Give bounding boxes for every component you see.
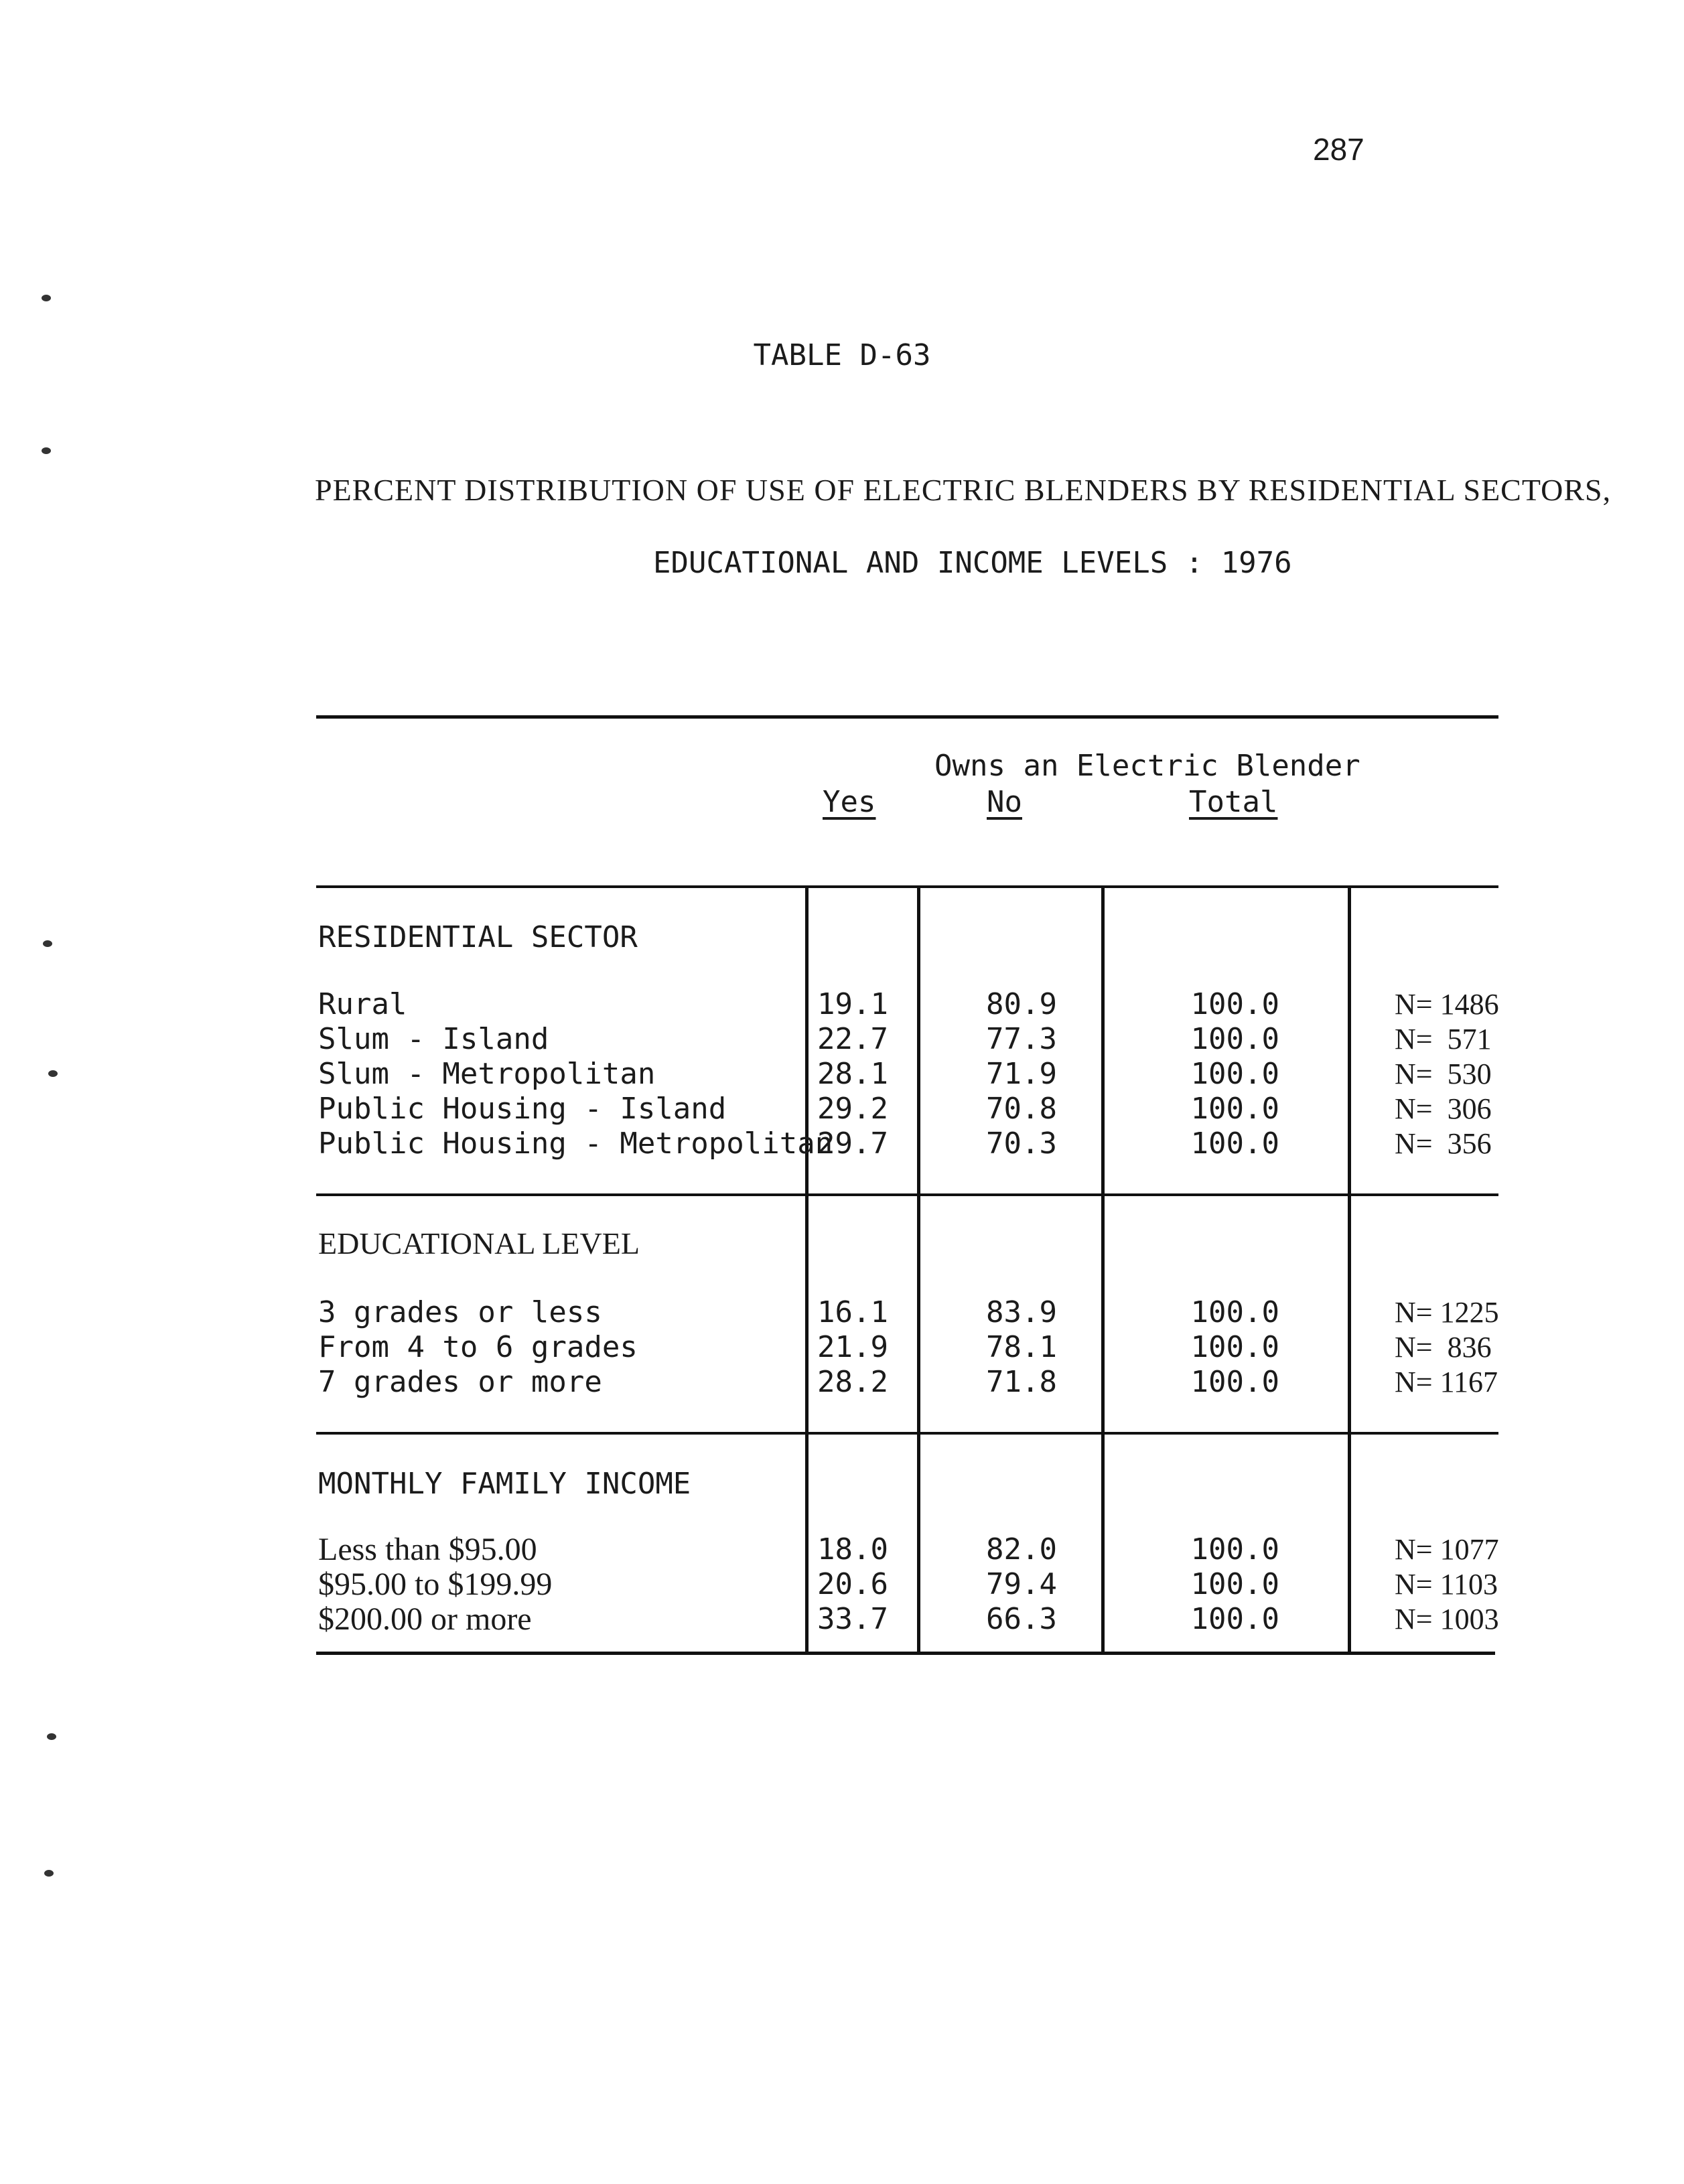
column-header-no: No [987, 785, 1022, 819]
cell-n: N= 836 [1395, 1331, 1492, 1364]
cell-total: 100.0 [1190, 1532, 1279, 1567]
row-label: Public Housing - Island [318, 1092, 727, 1126]
bottom-rule [316, 1652, 1495, 1655]
cell-no: 70.3 [986, 1126, 1057, 1161]
cell-n: N= 1003 [1395, 1603, 1499, 1635]
column-rule-2 [917, 887, 920, 1654]
cell-yes: 29.7 [817, 1126, 888, 1161]
row-label: Slum - Metropolitan [318, 1057, 656, 1091]
cell-n: N= 571 [1395, 1023, 1492, 1055]
scan-mark [43, 940, 52, 947]
cell-total: 100.0 [1190, 1057, 1279, 1091]
cell-total: 100.0 [1190, 1092, 1279, 1126]
scan-mark [42, 447, 51, 454]
top-rule [316, 715, 1498, 719]
column-rule-3 [1101, 887, 1105, 1654]
scan-mark [48, 1070, 58, 1077]
cell-n: N= 1103 [1395, 1568, 1498, 1601]
section-title-residential: RESIDENTIAL SECTOR [318, 920, 638, 954]
cell-no: 71.9 [986, 1057, 1057, 1091]
row-label: $95.00 to $199.99 [318, 1567, 553, 1602]
cell-yes: 33.7 [817, 1602, 888, 1636]
cell-no: 83.9 [986, 1295, 1057, 1329]
row-label: 7 grades or more [318, 1365, 602, 1399]
table-title-line-1: PERCENT DISTRIBUTION OF USE OF ELECTRIC BLENDERS BY RESIDENTIAL SECTORS, [315, 473, 1612, 507]
page-number: 287 [1313, 132, 1364, 167]
cell-total: 100.0 [1190, 1330, 1279, 1364]
cell-total: 100.0 [1190, 1365, 1279, 1399]
cell-yes: 28.2 [817, 1365, 888, 1399]
cell-n: N= 1167 [1395, 1366, 1498, 1398]
cell-n: N= 1486 [1395, 988, 1499, 1021]
cell-no: 80.9 [986, 987, 1057, 1021]
cell-total: 100.0 [1190, 987, 1279, 1021]
cell-total: 100.0 [1190, 1567, 1279, 1601]
cell-yes: 29.2 [817, 1092, 888, 1126]
scan-mark [44, 1870, 54, 1877]
column-rule-1 [805, 887, 809, 1654]
section-title-educational: EDUCATIONAL LEVEL [318, 1226, 640, 1260]
cell-n: N= 306 [1395, 1092, 1492, 1125]
cell-no: 82.0 [986, 1532, 1057, 1567]
cell-n: N= 1225 [1395, 1296, 1499, 1329]
cell-no: 66.3 [986, 1602, 1057, 1636]
section-divider-1 [316, 1193, 1498, 1196]
section-divider-2 [316, 1432, 1498, 1435]
cell-n: N= 530 [1395, 1058, 1492, 1090]
cell-no: 70.8 [986, 1092, 1057, 1126]
cell-yes: 20.6 [817, 1567, 888, 1601]
row-label: $200.00 or more [318, 1601, 532, 1637]
cell-yes: 16.1 [817, 1295, 888, 1329]
column-rule-4 [1348, 887, 1351, 1654]
cell-total: 100.0 [1190, 1295, 1279, 1329]
cell-yes: 19.1 [817, 987, 888, 1021]
table-title-line-2: EDUCATIONAL AND INCOME LEVELS : 1976 [653, 546, 1292, 580]
section-title-income: MONTHLY FAMILY INCOME [318, 1467, 691, 1501]
row-label: 3 grades or less [318, 1295, 602, 1329]
row-label: Public Housing - Metropolitan [318, 1126, 833, 1161]
table-label: TABLE D-63 [753, 338, 931, 372]
scan-mark [47, 1733, 56, 1740]
cell-yes: 21.9 [817, 1330, 888, 1364]
cell-yes: 22.7 [817, 1022, 888, 1056]
cell-no: 78.1 [986, 1330, 1057, 1364]
row-label: Slum - Island [318, 1022, 549, 1056]
column-header-total: Total [1189, 785, 1278, 819]
cell-n: N= 1077 [1395, 1533, 1499, 1566]
cell-total: 100.0 [1190, 1602, 1279, 1636]
row-label: Rural [318, 987, 407, 1021]
cell-yes: 28.1 [817, 1057, 888, 1091]
cell-no: 79.4 [986, 1567, 1057, 1601]
column-header-yes: Yes [823, 785, 876, 819]
cell-total: 100.0 [1190, 1022, 1279, 1056]
cell-n: N= 356 [1395, 1127, 1492, 1160]
header-rule [316, 885, 1498, 888]
column-group-header: Owns an Electric Blender [934, 749, 1360, 783]
cell-total: 100.0 [1190, 1126, 1279, 1161]
row-label: Less than $95.00 [318, 1532, 537, 1567]
cell-yes: 18.0 [817, 1532, 888, 1567]
cell-no: 71.8 [986, 1365, 1057, 1399]
cell-no: 77.3 [986, 1022, 1057, 1056]
scan-mark [42, 295, 51, 301]
row-label: From 4 to 6 grades [318, 1330, 638, 1364]
